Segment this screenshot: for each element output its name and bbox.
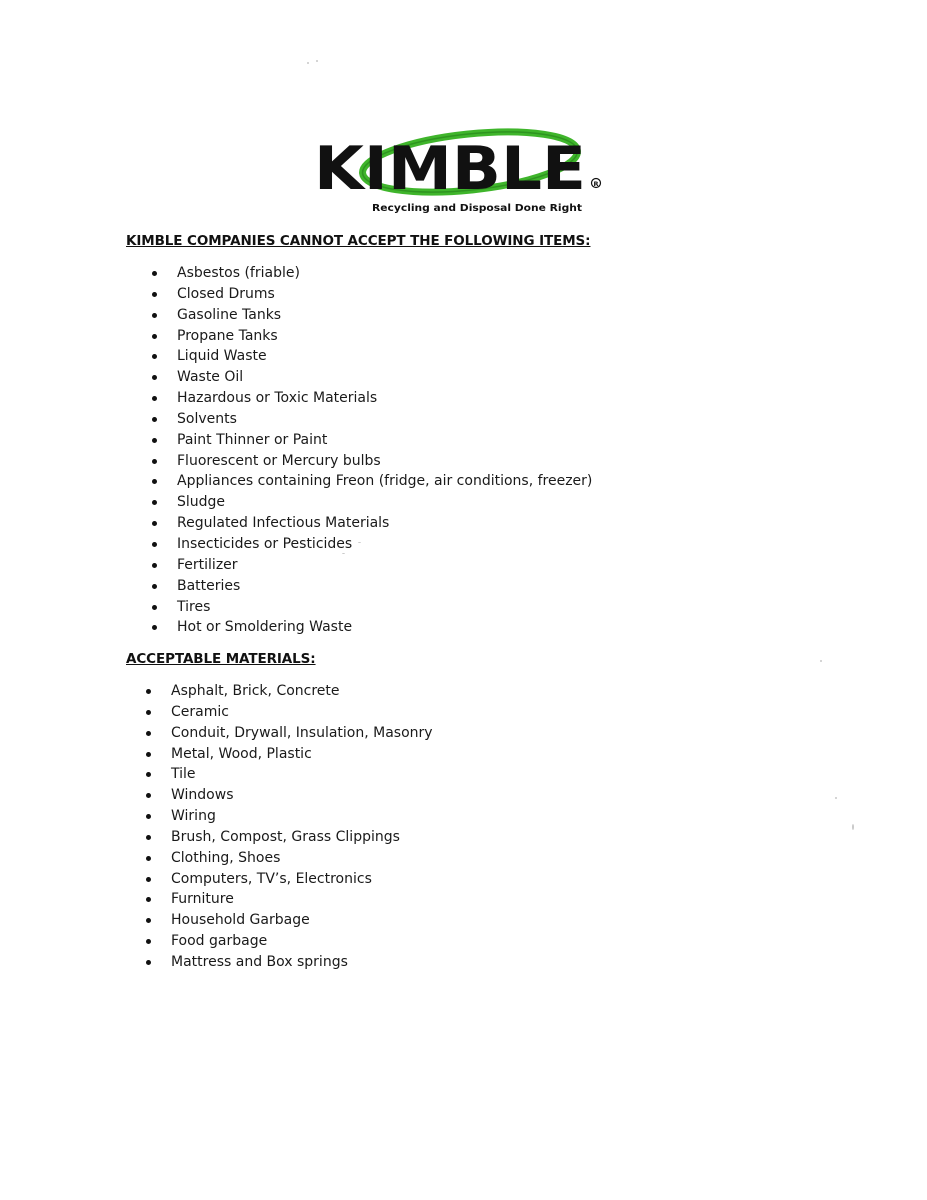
acceptable-materials-list [171,681,433,973]
acceptable-material-item-label: Food garbage [171,933,268,950]
cannot-accept-item [177,263,592,284]
acceptable-materials-heading: ACCEPTABLE MATERIALS: [126,651,316,667]
cannot-accept-item-label: Regulated Infectious Materials [177,515,390,532]
cannot-accept-item-label: Liquid Waste [177,348,267,365]
cannot-accept-item [177,597,592,618]
bullet-icon [146,960,151,965]
cannot-accept-item [177,555,592,576]
bullet-icon [152,584,157,589]
cannot-accept-item-label: Hazardous or Toxic Materials [177,390,378,407]
bullet-icon [152,334,157,339]
bullet-icon [152,313,157,318]
bullet-icon [146,835,151,840]
cannot-accept-item-label: Sludge [177,494,226,511]
scan-speck [307,62,309,64]
svg-text:KIMBLE: KIMBLE [314,134,586,204]
cannot-accept-item [177,388,592,409]
kimble-logo-artwork [312,126,604,218]
acceptable-material-item-label: Metal, Wood, Plastic [171,745,312,762]
bullet-icon [152,292,157,297]
cannot-accept-item-label: Fertilizer [177,556,238,573]
bullet-icon [146,731,151,736]
bullet-icon [146,772,151,777]
cannot-accept-item-label: Paint Thinner or Paint [177,431,328,448]
cannot-accept-item [177,451,592,472]
acceptable-material-item-label: Windows [171,787,234,804]
cannot-accept-item-label: Gasoline Tanks [177,306,282,323]
acceptable-material-item-label: Mattress and Box springs [171,953,348,970]
cannot-accept-item [177,326,592,347]
acceptable-material-item [171,744,433,765]
cannot-accept-item-label: Waste Oil [177,369,244,386]
cannot-accept-item [177,346,592,367]
acceptable-material-item [171,869,433,890]
cannot-accept-heading: KIMBLE COMPANIES CANNOT ACCEPT THE FOLLOWING ITEMS: [126,233,591,249]
acceptable-material-item [171,931,433,952]
bullet-icon [146,918,151,923]
acceptable-material-item-label: Computers, TV’s, Electronics [171,870,372,887]
acceptable-material-item [171,681,433,702]
bullet-icon [152,396,157,401]
scan-speck [358,542,361,543]
bullet-icon [152,459,157,464]
cannot-accept-item [177,576,592,597]
bullet-icon [146,752,151,757]
acceptable-material-item [171,910,433,931]
cannot-accept-item-label: Closed Drums [177,285,275,302]
bullet-icon [146,793,151,798]
bullet-icon [152,438,157,443]
svg-text:R: R [593,180,599,188]
cannot-accept-item-label: Fluorescent or Mercury bulbs [177,452,381,469]
bullet-icon [152,500,157,505]
cannot-accept-item [177,367,592,388]
cannot-accept-item [177,513,592,534]
acceptable-material-item-label: Brush, Compost, Grass Clippings [171,828,400,845]
kimble-logo [312,126,604,218]
bullet-icon [152,563,157,568]
acceptable-material-item [171,827,433,848]
scan-speck [820,660,822,662]
cannot-accept-item [177,305,592,326]
bullet-icon [146,689,151,694]
cannot-accept-item [177,492,592,513]
cannot-accept-item-label: Tires [177,598,211,615]
bullet-icon [152,417,157,422]
scan-speck [852,824,854,830]
scan-speck [835,797,837,799]
cannot-accept-item-label: Appliances containing Freon (fridge, air conditions, freezer) [177,473,593,490]
acceptable-material-item [171,848,433,869]
acceptable-material-item-label: Furniture [171,891,234,908]
acceptable-material-item [171,702,433,723]
acceptable-material-item [171,764,433,785]
acceptable-material-item-label: Tile [171,766,196,783]
bullet-icon [152,521,157,526]
bullet-icon [152,605,157,610]
cannot-accept-item-label: Insecticides or Pesticides [177,535,353,552]
scan-speck [342,553,345,554]
cannot-accept-item-label: Hot or Smoldering Waste [177,619,353,636]
bullet-icon [152,625,157,630]
bullet-icon [146,856,151,861]
acceptable-material-item-label: Asphalt, Brick, Concrete [171,683,340,699]
cannot-accept-item [177,284,592,305]
bullet-icon [146,897,151,902]
acceptable-material-item-label: Ceramic [171,703,229,720]
bullet-icon [152,354,157,359]
bullet-icon [146,814,151,819]
scan-speck [316,60,318,62]
cannot-accept-list [177,263,592,638]
acceptable-material-item-label: Wiring [171,808,216,825]
bullet-icon [152,479,157,484]
cannot-accept-item [177,534,592,555]
cannot-accept-item-label: Propane Tanks [177,327,278,344]
cannot-accept-item-label: Asbestos (friable) [177,265,300,281]
cannot-accept-item [177,617,592,638]
bullet-icon [152,271,157,276]
acceptable-material-item [171,723,433,744]
cannot-accept-item [177,409,592,430]
bullet-icon [146,710,151,715]
cannot-accept-item-label: Solvents [177,410,237,427]
acceptable-material-item [171,889,433,910]
acceptable-material-item [171,952,433,973]
acceptable-material-item-label: Clothing, Shoes [171,849,281,866]
svg-text:Recycling and Disposal Done Ri: Recycling and Disposal Done Right [372,203,583,214]
bullet-icon [146,877,151,882]
acceptable-material-item-label: Household Garbage [171,912,310,929]
bullet-icon [146,939,151,944]
cannot-accept-item [177,430,592,451]
cannot-accept-item [177,471,592,492]
acceptable-material-item [171,806,433,827]
bullet-icon [152,375,157,380]
cannot-accept-item-label: Batteries [177,577,241,594]
acceptable-material-item [171,785,433,806]
acceptable-material-item-label: Conduit, Drywall, Insulation, Masonry [171,724,433,741]
bullet-icon [152,542,157,547]
